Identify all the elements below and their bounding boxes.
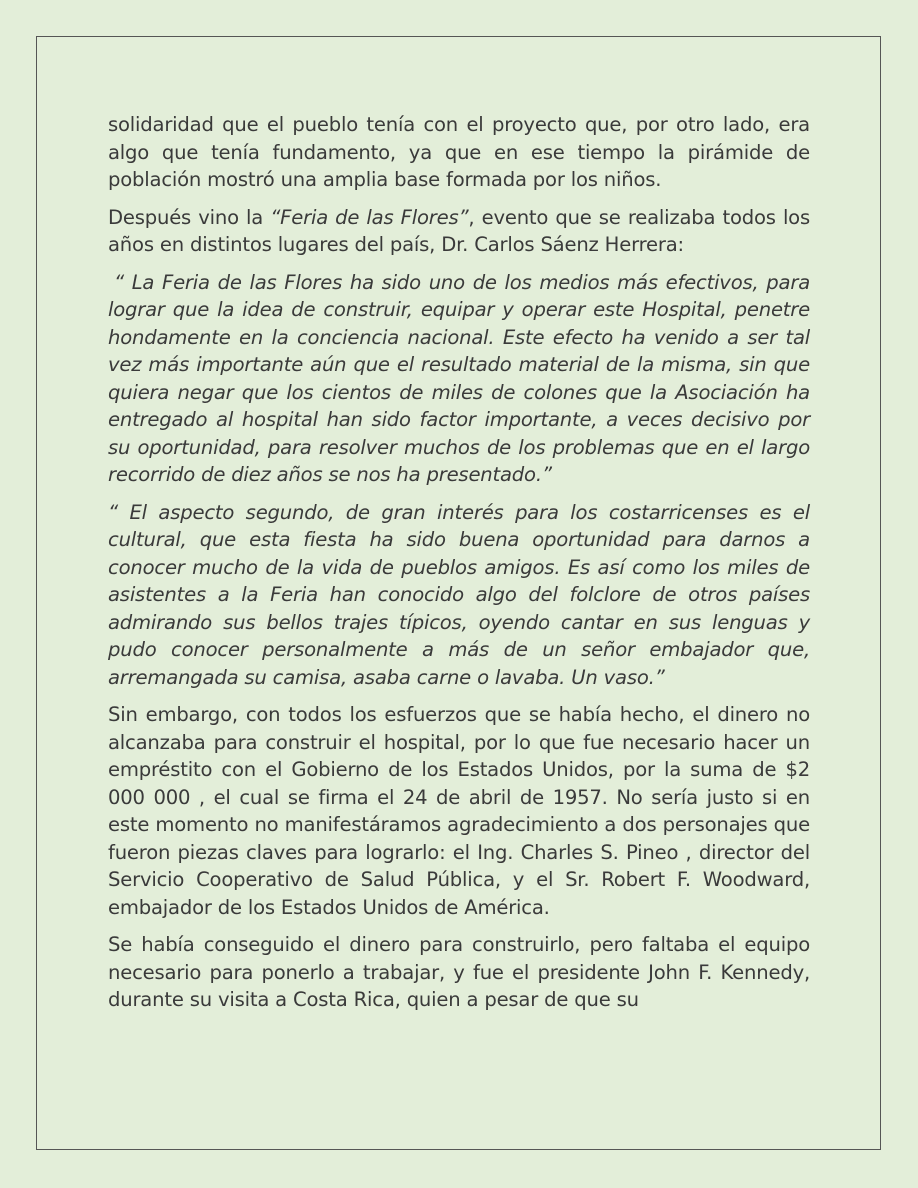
quote-feria-efectos: “ La Feria de las Flores ha sido uno de los medios más efectivos, para lograr que la idea de construir, equipar y operar este Hospital, penetre hondamente en la conciencia nacional. Este efecto ha venido a ser tal vez más importante aún que el resultado material de la misma, sin que quiera negar que los cientos de miles de colones que la Asociación ha entregado al hospital han sido factor importante, a veces decisivo por su oportunidad, para resolver muchos de los problemas que en el largo recorrido de diez años se nos ha presentado.” — [108, 270, 810, 486]
feria-intro-before: Después vino la — [108, 205, 271, 229]
paragraph-feria-intro — [108, 204, 810, 259]
paragraph-equipo-kennedy: Se había conseguido el dinero para construirlo, pero faltaba el equipo necesario para ponerlo a trabajar, y fue el presidente John F. Kennedy, durante su visita a Costa Rica, quien a pesar de que su — [108, 933, 810, 1011]
paragraph-solidaridad: solidaridad que el pueblo tenía con el proyecto que, por otro lado, era algo que tenía fundamento, ya que en ese tiempo la pirámide de población mostró una amplia base formada por los niños. — [108, 113, 810, 191]
feria-de-las-flores-title: “Feria de las Flores” — [270, 205, 469, 229]
feria-intro-after: , evento que se realizaba todos los años en distintos lugares del país, Dr. Carlos Sáenz Herrera: — [108, 205, 810, 256]
quote-aspecto-cultural: “ El aspecto segundo, de gran interés para los costarricenses es el cultural, que esta fiesta ha sido buena oportunidad para darnos a conocer mucho de la vida de pueblos amigos. Es así como los miles de asistentes a la Feria han conocido algo del folclore de otros países admirando sus bellos trajes típicos, oyendo cantar en sus lenguas y pudo conocer personalmente a más de un señor embajador que, arremangada su camisa, asaba carne o lavaba. Un vaso.” — [108, 500, 810, 689]
paragraph-emprestito: Sin embargo, con todos los esfuerzos que se había hecho, el dinero no alcanzaba para construir el hospital, por lo que fue necesario hacer un empréstito con el Gobierno de los Estados Unidos, por la suma de $2 000 000 , el cual se firma el 24 de abril de 1957. No sería justo si en este momento no manifestáramos agradecimiento a dos personajes que fueron piezas claves para lograrlo: el Ing. Charles S. Pineo , director del Servicio Cooperativo de Salud Pública, y el Sr. Robert F. Woodward, embajador de los Estados Unidos de América. — [108, 703, 810, 919]
document-body — [108, 111, 810, 1024]
